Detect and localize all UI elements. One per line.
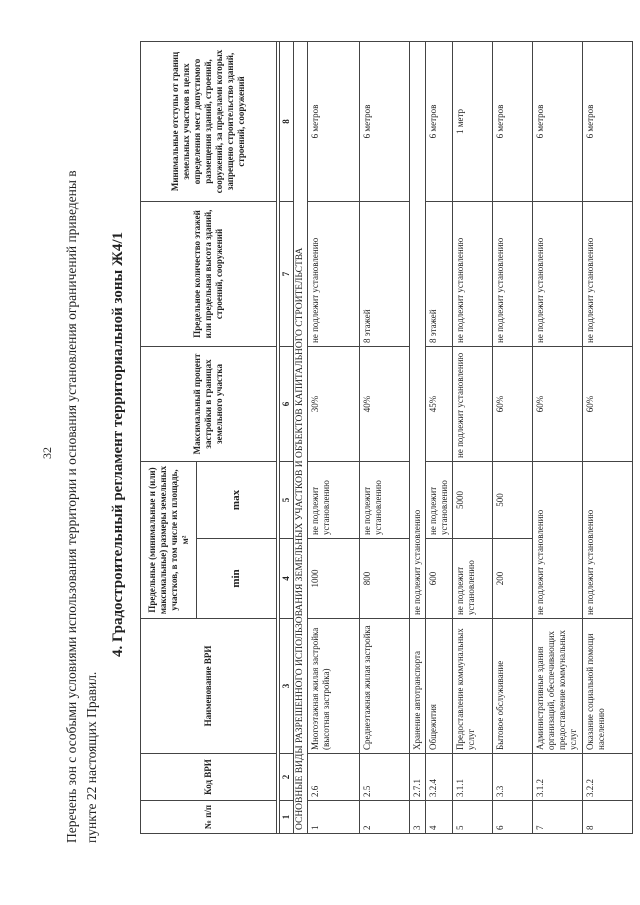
cell-name: Предоставление коммунальных услуг [453,619,493,754]
header-max: max [197,461,277,538]
cell-max: не подлежит установлению [426,461,453,538]
cell-floors: не подлежит установлению [533,201,583,346]
cell-floors: не подлежит установлению [453,201,493,346]
section-label: ОСНОВНЫЕ ВИДЫ РАЗРЕШЕННОГО ИСПОЛЬЗОВАНИЯ ЗЕМЕЛЬНЫХ УЧАСТКОВ И ОБЪЕКТОВ КАПИТАЛЬНОГО СТРОИТЕЛЬСТВА [294,41,308,833]
cell-percent: не подлежит установлению [453,346,493,461]
cell-number: 7 [533,801,583,834]
table-row [453,41,493,833]
cell-min: 1000 [308,539,360,619]
cell-merged: не подлежит установлению [410,41,426,618]
col-number: 8 [280,41,294,201]
cell-percent: 30% [308,346,360,461]
table-row [533,41,583,833]
cell-number: 4 [426,801,453,834]
header-code: Код ВРИ [141,754,277,801]
cell-max: 500 [493,461,533,538]
cell-number: 6 [493,801,533,834]
cell-code: 3.2.4 [426,754,453,801]
cell-percent: 60% [583,346,633,461]
col-number: 6 [280,346,294,461]
cell-setback: 6 метров [583,41,633,201]
cell-code: 3.1.1 [453,754,493,801]
col-number: 3 [280,619,294,754]
intro-text: Перечень зон с особыми условиями использования территории и основания установления ограничений приведены в [64,170,79,843]
cell-code: 2.5 [360,754,410,801]
cell-number: 5 [453,801,493,834]
cell-number: 3 [410,801,426,834]
cell-floors: не подлежит установлению [583,201,633,346]
cell-setback: 6 метров [426,41,453,201]
cell-floors: не подлежит установлению [308,201,360,346]
table-row [426,41,453,833]
col-number: 5 [280,461,294,538]
cell-percent: 45% [426,346,453,461]
col-number: 4 [280,539,294,619]
cell-min: не подлежит установлению [453,539,493,619]
header-setback: Минимальные отступы от границ земельных участков в целях определения мест допустимого размещения зданий, строений, сооружений, за пределами которых запрещено строительство зданий, строений, сооружений [141,41,277,201]
col-number: 2 [280,754,294,801]
page-number: 32 [40,447,54,459]
cell-max: не подлежит установлению [360,461,410,538]
cell-setback: 6 метров [493,41,533,201]
header-name: Наименование ВРИ [141,619,277,754]
cell-setback: 1 метр [453,41,493,201]
cell-name: Многоэтажная жилая застройка (высотная застройка) [308,619,360,754]
cell-number: 2 [360,801,410,834]
cell-name: Бытовое обслуживание [493,619,533,754]
cell-name: Среднеэтажная жилая застройка [360,619,410,754]
cell-percent: 60% [533,346,583,461]
cell-number: 8 [583,801,633,834]
cell-min: 600 [426,539,453,619]
cell-floors: не подлежит установлению [493,201,533,346]
cell-floors: 8 этажей [360,201,410,346]
cell-minmax: не подлежит установлению [533,461,583,618]
table-row [583,41,633,833]
header-number: № п/п [141,801,277,834]
cell-code: 3.1.2 [533,754,583,801]
col-number: 1 [280,801,294,834]
cell-code: 3.3 [493,754,533,801]
cell-name: Оказание социальной помощи населению [583,619,633,754]
cell-setback: 6 метров [533,41,583,201]
cell-setback: 6 метров [360,41,410,201]
table-row [493,41,533,833]
cell-name: Административные здания организаций, обеспечивающих предоставление коммунальных услуг [533,619,583,754]
intro-text-continued: пункте 22 настоящих Правил. [84,671,99,843]
header-min: min [197,539,277,619]
header-percent: Максимальный процент застройки в границах земельного участка [141,346,277,461]
cell-max: 5000 [453,461,493,538]
cell-name: Общежития [426,619,453,754]
header-size: Предельные (минимальные и (или) максимальные) размеры земельных участков, в том числе их площадь, м² [141,461,197,618]
regulation-table [140,41,633,834]
cell-code: 2.6 [308,754,360,801]
header-floors: Предельное количество этажей или предельная высота зданий, строений, сооружений [141,201,277,346]
col-number: 7 [280,201,294,346]
table-row [410,41,426,833]
cell-number: 1 [308,801,360,834]
cell-code: 2.7.1 [410,754,426,801]
cell-max: не подлежит установлению [308,461,360,538]
cell-minmax: не подлежит установлению [583,461,633,618]
cell-setback: 6 метров [308,41,360,201]
table-row [360,41,410,833]
section-title: 4. Градостроительный регламент территориальной зоны Ж4/1 [110,231,126,657]
cell-percent: 60% [493,346,533,461]
cell-code: 3.2.2 [583,754,633,801]
cell-floors: 8 этажей [426,201,453,346]
cell-name: Хранение автотранспорта [410,619,426,754]
table-row [308,41,360,833]
cell-min: 800 [360,539,410,619]
cell-min: 200 [493,539,533,619]
cell-percent: 40% [360,346,410,461]
